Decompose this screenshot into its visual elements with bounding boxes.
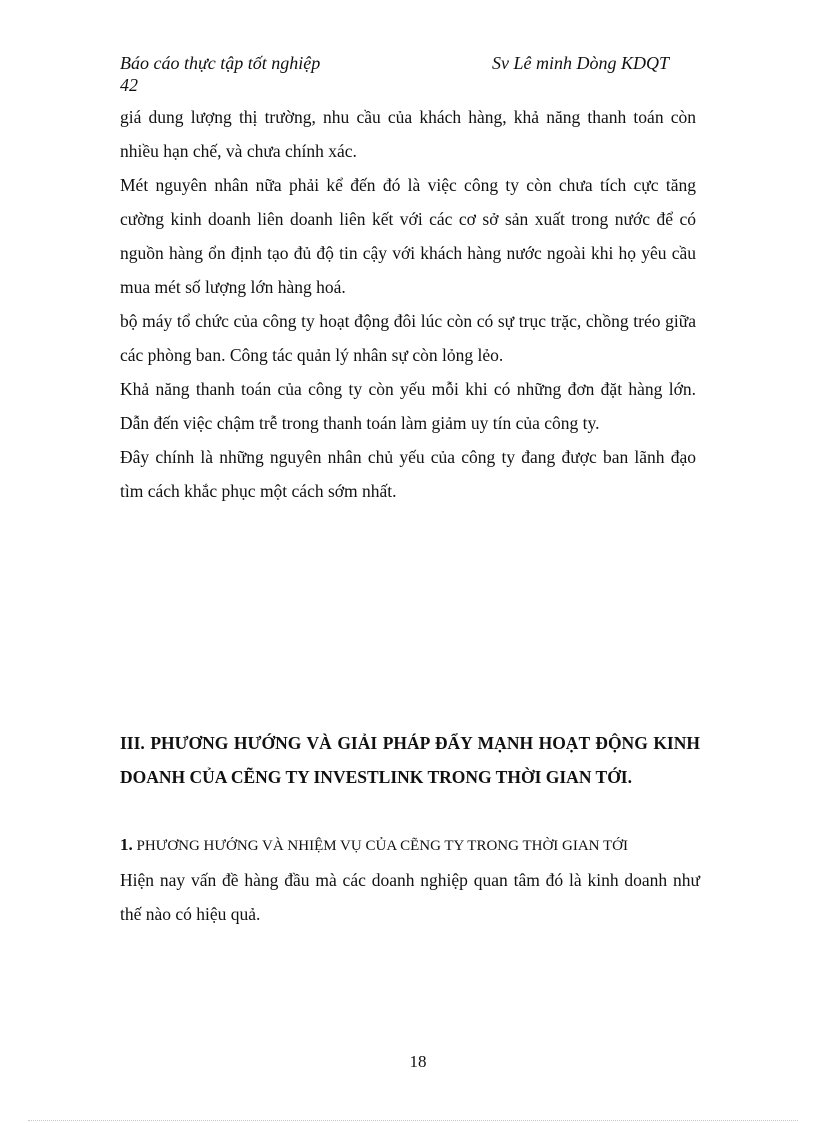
header-page-ref: 42 xyxy=(120,75,138,95)
subsection-heading xyxy=(120,828,700,863)
page-number: 18 xyxy=(409,1052,427,1071)
subsection-paragraph: Hiện nay vấn đề hàng đầu mà các doanh nghiệp quan tâm đó là kinh doanh như thế nào có hiệu quả. xyxy=(120,870,700,924)
header-report-title: Báo cáo thực tập tốt nghiệp xyxy=(120,53,321,73)
section-heading: III. PHƯƠNG HƯỚNG VÀ GIẢI PHÁP ĐẨY MẠNH HOẠT ĐỘNG KINH DOANH CỦA CẼNG TY INVESTLINK TRONG THỜI GIAN TỚI. xyxy=(120,733,700,787)
subsection-title: PHƯƠNG HƯỚNG VÀ NHIỆM VỤ CỦA CẼNG TY TRONG THỜI GIAN TỚI xyxy=(136,838,628,854)
paragraph: Đây chính là những nguyên nhân chủ yếu của công ty đang được ban lãnh đạo tìm cách khắc phục một cách sớm nhất. xyxy=(120,447,696,501)
paragraph: bộ máy tổ chức của công ty hoạt động đôi lúc còn có sự trục trặc, chồng tréo giữa các phòng ban. Công tác quản lý nhân sự còn lỏng lẻo. xyxy=(120,311,696,365)
paragraph: Mét nguyên nhân nữa phải kể đến đó là việc công ty còn chưa tích cực tăng cường kinh doanh liên doanh liên kết với các cơ sở sản xuất trong nước để có nguồn hàng ổn định tạo đủ độ tin cậy với khách hàng nước ngoài khi họ yêu cầu mua mét số lượng lớn hàng hoá. xyxy=(120,175,696,297)
body-text xyxy=(120,100,696,508)
paragraph: Khả năng thanh toán của công ty còn yếu mỗi khi có những đơn đặt hàng lớn. Dẫn đến việc chậm trễ trong thanh toán làm giảm uy tín của công ty. xyxy=(120,379,696,433)
footer-divider xyxy=(28,1120,798,1121)
header-author: Sv Lê minh Dòng KDQT xyxy=(492,53,670,73)
subsection-number: 1. xyxy=(120,835,133,854)
subsection xyxy=(120,828,700,931)
paragraph: giá dung lượng thị trường, nhu cầu của khách hàng, khả năng thanh toán còn nhiều hạn chế, và chưa chính xác. xyxy=(120,107,696,161)
